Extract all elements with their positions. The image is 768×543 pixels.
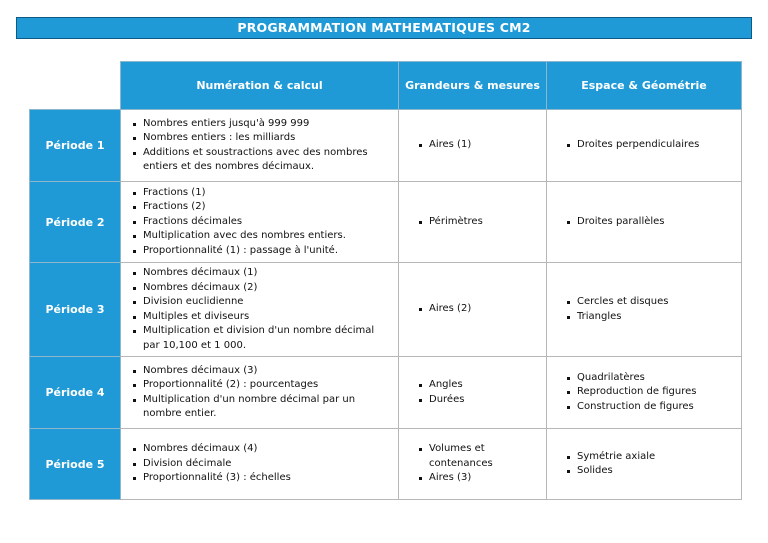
list-item: Nombres entiers jusqu'à 999 999 — [131, 117, 392, 132]
period-label: Période 5 — [30, 429, 121, 500]
list-item: Division euclidienne — [131, 295, 392, 310]
list-item: Proportionnalité (3) : échelles — [131, 471, 392, 486]
list-item: Angles — [417, 378, 540, 393]
list-item: Division décimale — [131, 457, 392, 472]
period-label: Période 1 — [30, 110, 121, 182]
list-item: Aires (2) — [417, 302, 540, 317]
list-item: Périmètres — [417, 215, 540, 230]
list-item: Multiplication et division d'un nombre décimal par 10,100 et 1 000. — [131, 324, 392, 353]
list-item: Multiples et diviseurs — [131, 310, 392, 325]
numeration-cell — [121, 429, 399, 500]
grandeurs-cell — [399, 182, 547, 263]
list-item: Fractions (1) — [131, 186, 392, 201]
list-item: Nombres décimaux (1) — [131, 266, 392, 281]
list-item: Droites perpendiculaires — [565, 138, 735, 153]
list-item: Aires (1) — [417, 138, 540, 153]
numeration-cell — [121, 263, 399, 357]
list-item: Aires (3) — [417, 471, 540, 486]
espace-cell — [547, 182, 742, 263]
list-item: Reproduction de figures — [565, 385, 735, 400]
table-row — [30, 263, 742, 357]
list-item: Proportionnalité (2) : pourcentages — [131, 378, 392, 393]
list-item: Nombres entiers : les milliards — [131, 131, 392, 146]
grandeurs-cell — [399, 263, 547, 357]
list-item: Quadrilatères — [565, 371, 735, 386]
table-row — [30, 357, 742, 429]
list-item: Volumes et contenances — [417, 442, 540, 471]
grandeurs-cell — [399, 110, 547, 182]
table-row — [30, 429, 742, 500]
list-item: Durées — [417, 393, 540, 408]
espace-cell — [547, 357, 742, 429]
numeration-cell — [121, 357, 399, 429]
grandeurs-cell — [399, 429, 547, 500]
period-label: Période 2 — [30, 182, 121, 263]
programmation-table — [29, 61, 742, 500]
column-header-espace: Espace & Géométrie — [547, 62, 742, 110]
list-item: Construction de figures — [565, 400, 735, 415]
list-item: Proportionnalité (1) : passage à l'unité. — [131, 244, 392, 259]
list-item: Cercles et disques — [565, 295, 735, 310]
list-item: Nombres décimaux (4) — [131, 442, 392, 457]
list-item: Fractions (2) — [131, 200, 392, 215]
column-header-numeration: Numération & calcul — [121, 62, 399, 110]
list-item: Additions et soustractions avec des nombres entiers et des nombres décimaux. — [131, 146, 392, 175]
espace-cell — [547, 429, 742, 500]
corner-cell — [30, 62, 121, 110]
list-item: Symétrie axiale — [565, 450, 735, 465]
period-label: Période 4 — [30, 357, 121, 429]
column-header-grandeurs: Grandeurs & mesures — [399, 62, 547, 110]
list-item: Droites parallèles — [565, 215, 735, 230]
list-item: Multiplication avec des nombres entiers. — [131, 229, 392, 244]
numeration-cell — [121, 182, 399, 263]
list-item: Nombres décimaux (2) — [131, 281, 392, 296]
espace-cell — [547, 263, 742, 357]
list-item: Solides — [565, 464, 735, 479]
header-row — [30, 62, 742, 110]
list-item: Triangles — [565, 310, 735, 325]
table-row — [30, 182, 742, 263]
list-item: Multiplication d'un nombre décimal par un nombre entier. — [131, 393, 392, 422]
period-label: Période 3 — [30, 263, 121, 357]
page-title: PROGRAMMATION MATHEMATIQUES CM2 — [16, 17, 752, 39]
table-row — [30, 110, 742, 182]
numeration-cell — [121, 110, 399, 182]
list-item: Nombres décimaux (3) — [131, 364, 392, 379]
list-item: Fractions décimales — [131, 215, 392, 230]
espace-cell — [547, 110, 742, 182]
grandeurs-cell — [399, 357, 547, 429]
